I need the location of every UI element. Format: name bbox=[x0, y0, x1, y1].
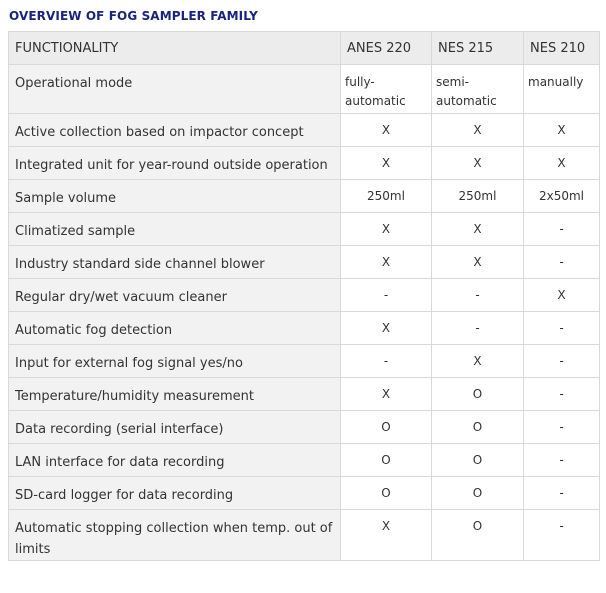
table-header-row bbox=[9, 32, 600, 65]
cell-nes-215: O bbox=[432, 378, 524, 411]
row-label: Operational mode bbox=[9, 65, 341, 114]
row-label: SD-card logger for data recording bbox=[9, 477, 341, 510]
table-row bbox=[9, 510, 600, 561]
table-row bbox=[9, 411, 600, 444]
table-row bbox=[9, 279, 600, 312]
header-nes-210: NES 210 bbox=[524, 32, 600, 65]
cell-anes-220: O bbox=[341, 411, 432, 444]
cell-nes-210: - bbox=[524, 213, 600, 246]
cell-anes-220: X bbox=[341, 378, 432, 411]
cell-nes-215: O bbox=[432, 444, 524, 477]
cell-nes-210: X bbox=[524, 147, 600, 180]
cell-nes-210: X bbox=[524, 279, 600, 312]
cell-line: semi- bbox=[436, 75, 469, 89]
header-nes-215: NES 215 bbox=[432, 32, 524, 65]
cell-nes-215: X bbox=[432, 213, 524, 246]
cell-anes-220: X bbox=[341, 312, 432, 345]
cell-nes-215: X bbox=[432, 114, 524, 147]
header-anes-220: ANES 220 bbox=[341, 32, 432, 65]
cell-line: automatic bbox=[345, 94, 406, 108]
cell-anes-220: - bbox=[341, 345, 432, 378]
table-row bbox=[9, 477, 600, 510]
cell-nes-215: O bbox=[432, 510, 524, 561]
cell-nes-210: - bbox=[524, 510, 600, 561]
cell-nes-215: O bbox=[432, 411, 524, 444]
table-row bbox=[9, 246, 600, 279]
cell-anes-220: X bbox=[341, 147, 432, 180]
cell-nes-210: - bbox=[524, 246, 600, 279]
cell-nes-215: - bbox=[432, 279, 524, 312]
row-label: LAN interface for data recording bbox=[9, 444, 341, 477]
cell-nes-210: 2x50ml bbox=[524, 180, 600, 213]
cell-nes-210: manually bbox=[524, 65, 600, 114]
table-row-operational-mode bbox=[9, 65, 600, 114]
table-row bbox=[9, 213, 600, 246]
cell-nes-215: - bbox=[432, 312, 524, 345]
cell-nes-210: - bbox=[524, 345, 600, 378]
cell-anes-220 bbox=[341, 65, 432, 114]
cell-nes-215: X bbox=[432, 147, 524, 180]
row-label: Regular dry/wet vacuum cleaner bbox=[9, 279, 341, 312]
row-label: Integrated unit for year-round outside operation bbox=[9, 147, 341, 180]
header-functionality: FUNCTIONALITY bbox=[9, 32, 341, 65]
cell-nes-215: X bbox=[432, 246, 524, 279]
cell-anes-220: O bbox=[341, 444, 432, 477]
table-row bbox=[9, 444, 600, 477]
cell-nes-210: - bbox=[524, 444, 600, 477]
table-row bbox=[9, 345, 600, 378]
cell-nes-215: X bbox=[432, 345, 524, 378]
table-row bbox=[9, 114, 600, 147]
row-label: Automatic stopping collection when temp. out of limits bbox=[9, 510, 341, 561]
page-title: OVERVIEW OF FOG SAMPLER FAMILY bbox=[9, 9, 258, 23]
cell-nes-210: - bbox=[524, 312, 600, 345]
cell-nes-215: 250ml bbox=[432, 180, 524, 213]
cell-line: automatic bbox=[436, 94, 497, 108]
cell-anes-220: X bbox=[341, 246, 432, 279]
row-label: Temperature/humidity measurement bbox=[9, 378, 341, 411]
cell-anes-220: - bbox=[341, 279, 432, 312]
cell-anes-220: X bbox=[341, 213, 432, 246]
cell-nes-210: - bbox=[524, 378, 600, 411]
fog-sampler-table bbox=[8, 31, 600, 561]
row-label: Climatized sample bbox=[9, 213, 341, 246]
cell-anes-220: O bbox=[341, 477, 432, 510]
row-label: Active collection based on impactor concept bbox=[9, 114, 341, 147]
cell-nes-210: X bbox=[524, 114, 600, 147]
table-row bbox=[9, 312, 600, 345]
cell-line: fully- bbox=[345, 75, 375, 89]
table-row bbox=[9, 147, 600, 180]
cell-anes-220: X bbox=[341, 114, 432, 147]
table-row bbox=[9, 378, 600, 411]
row-label: Input for external fog signal yes/no bbox=[9, 345, 341, 378]
cell-anes-220: 250ml bbox=[341, 180, 432, 213]
table-row bbox=[9, 180, 600, 213]
row-label: Industry standard side channel blower bbox=[9, 246, 341, 279]
row-label: Automatic fog detection bbox=[9, 312, 341, 345]
row-label: Data recording (serial interface) bbox=[9, 411, 341, 444]
cell-nes-215 bbox=[432, 65, 524, 114]
cell-nes-210: - bbox=[524, 411, 600, 444]
cell-nes-210: - bbox=[524, 477, 600, 510]
row-label: Sample volume bbox=[9, 180, 341, 213]
cell-nes-215: O bbox=[432, 477, 524, 510]
cell-anes-220: X bbox=[341, 510, 432, 561]
